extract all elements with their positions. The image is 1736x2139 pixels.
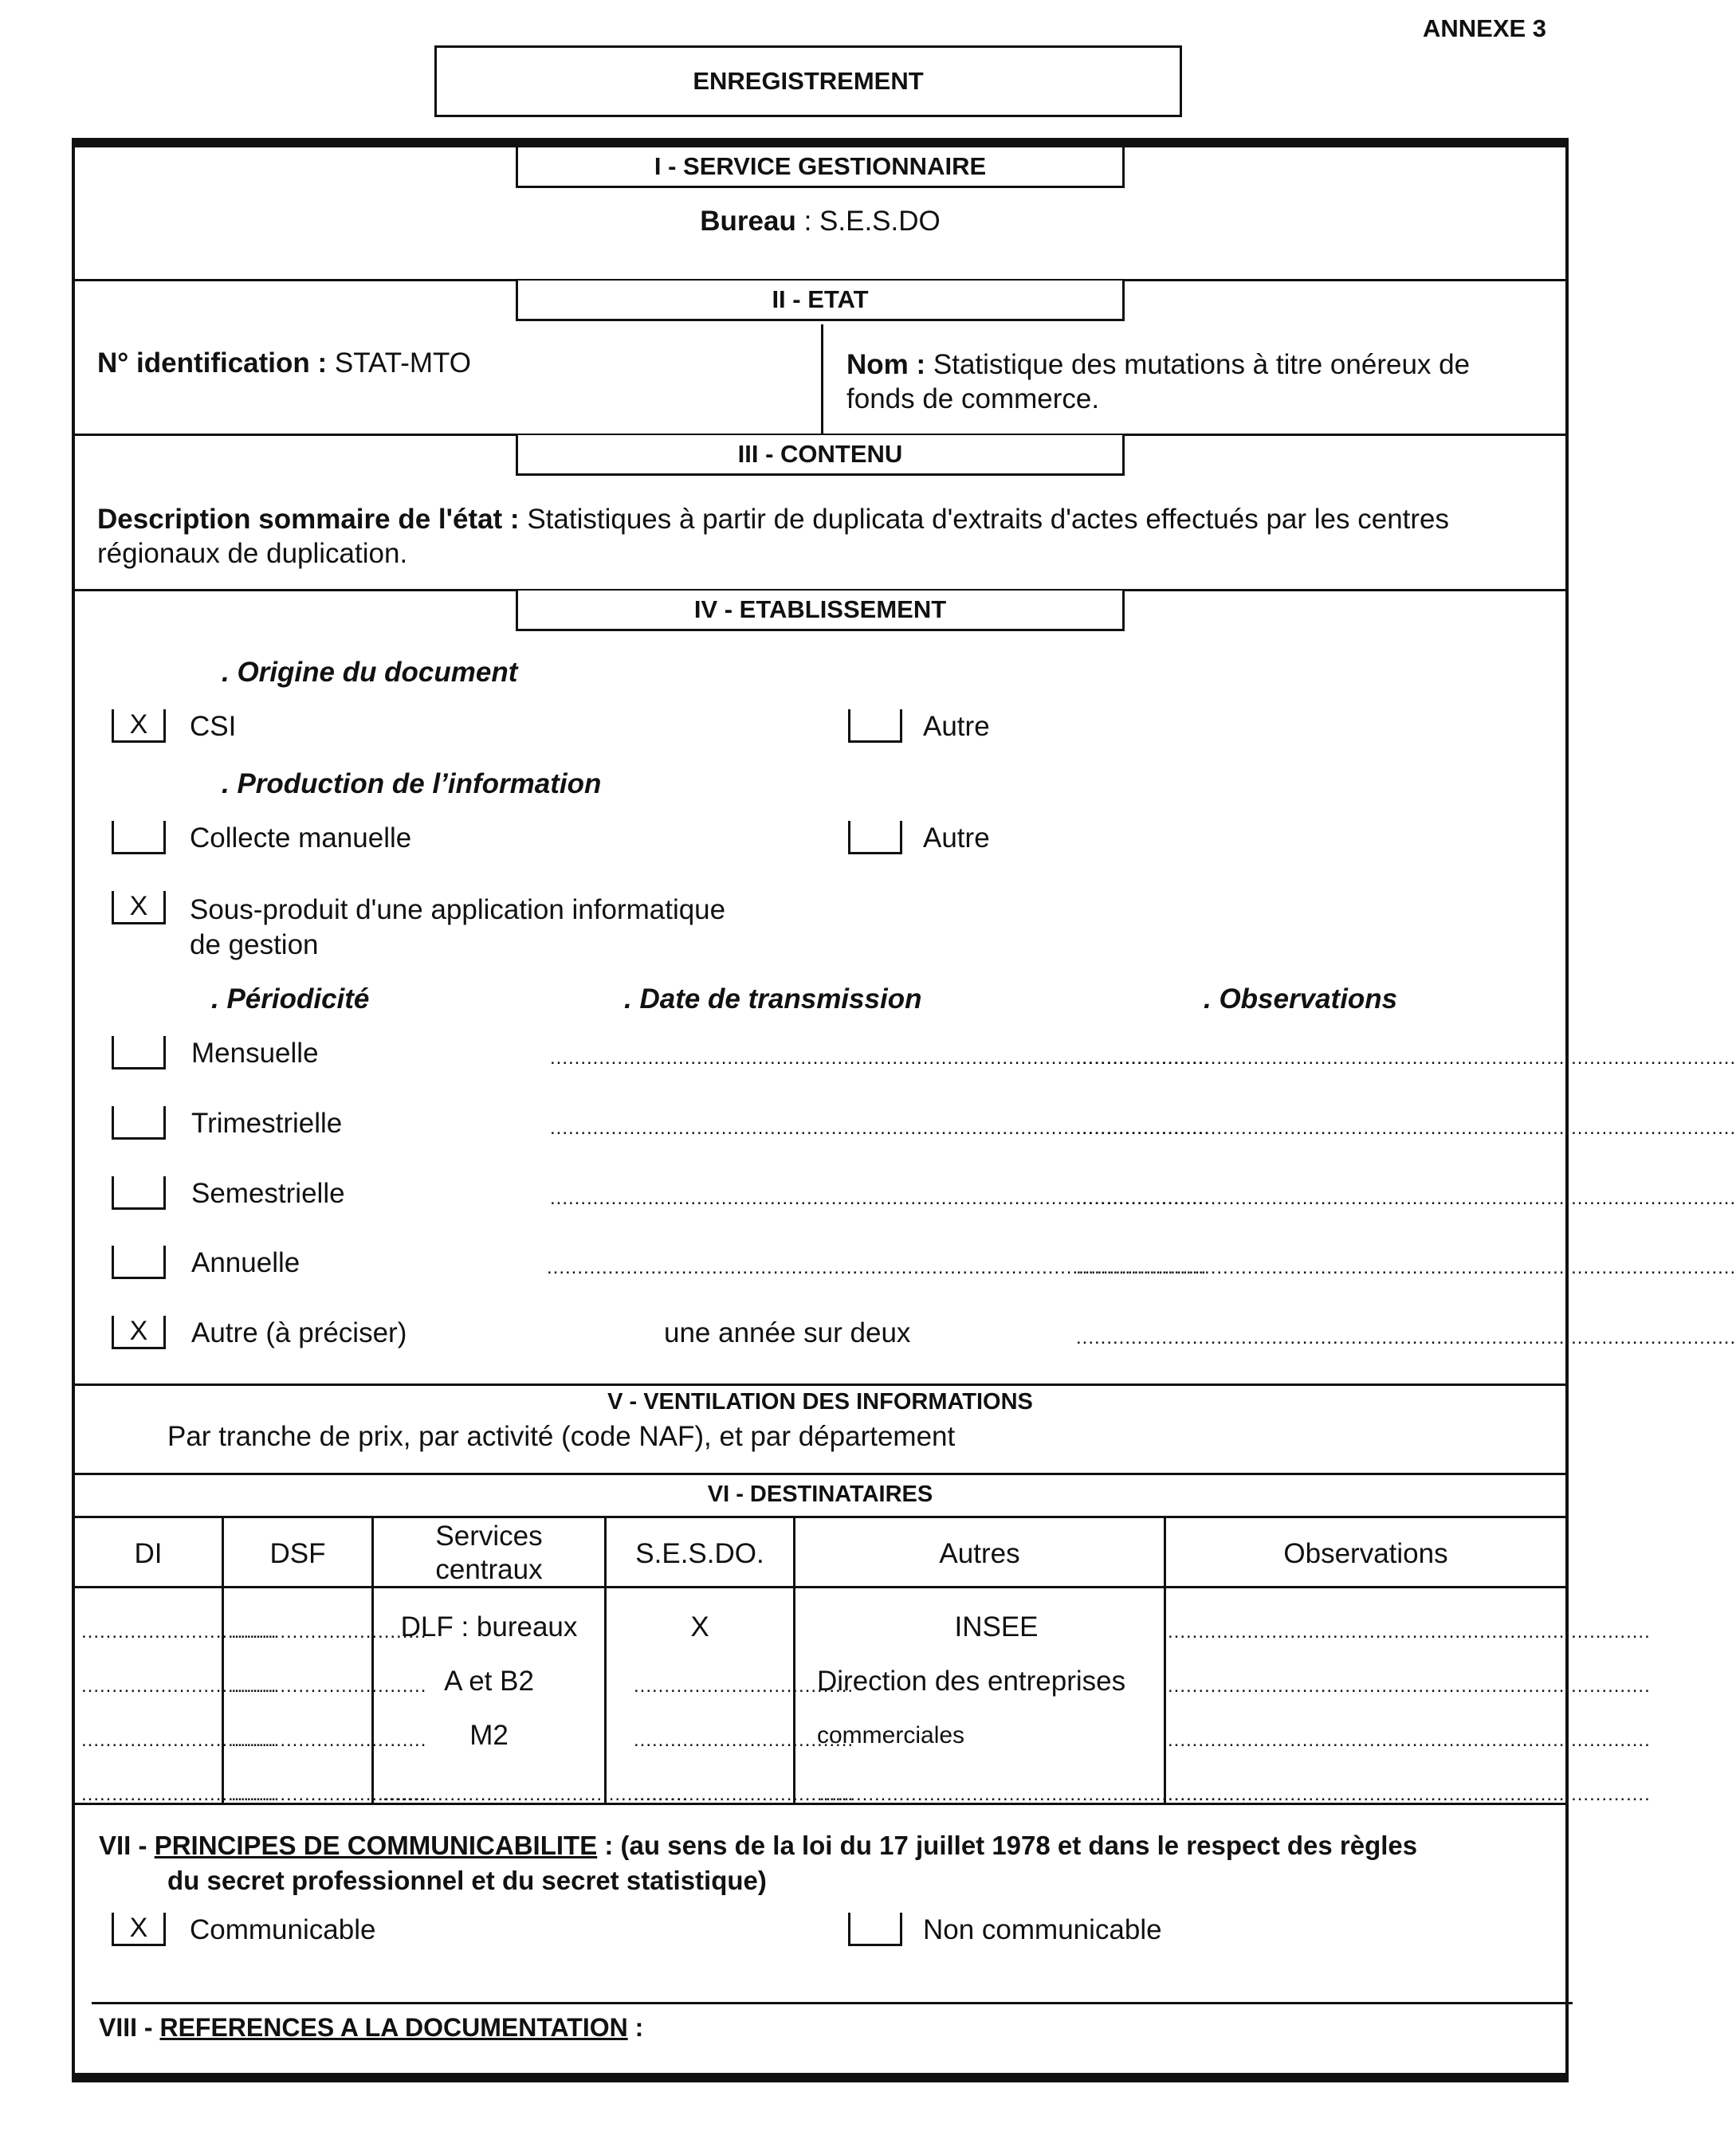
section-3-heading: III - CONTENU <box>516 435 1125 476</box>
col-header-services-1: Services <box>435 1521 543 1552</box>
bureau-line <box>72 206 1569 237</box>
sesdo-line[interactable]: .................................... <box>634 1784 854 1805</box>
bureau-sep: : <box>795 206 820 237</box>
divider <box>72 1383 1569 1386</box>
identification-line <box>97 347 471 379</box>
di-line[interactable]: ................................ <box>81 1729 277 1751</box>
dsf-line[interactable]: ................................ <box>231 1675 427 1697</box>
dsf-line[interactable]: ................................ <box>231 1621 427 1643</box>
divider <box>92 2002 1573 2004</box>
non-communicable-checkbox[interactable] <box>848 1913 902 1946</box>
semestrielle-obs-line[interactable]: ............................................................................................................ <box>1076 1187 1736 1209</box>
mensuelle-obs-line[interactable]: ............................................................................................................ <box>1076 1047 1736 1069</box>
section-8-prefix: VIII - <box>99 2013 160 2042</box>
annuelle-label: Annuelle <box>191 1247 300 1278</box>
sesdo-line[interactable]: .................................... <box>634 1729 854 1751</box>
observations-line[interactable]: ............................................................................... <box>1168 1621 1651 1643</box>
section-7-text-1: : (au sens de la loi du 17 juillet 1978 et dans le respect des règles <box>597 1831 1418 1860</box>
collecte-label: Collecte manuelle <box>190 822 412 854</box>
communicable-label: Communicable <box>190 1914 376 1945</box>
description-value-2: régionaux de duplication. <box>97 538 408 569</box>
autre-periodicite-obs-line[interactable]: ............................................................................................................ <box>1076 1327 1736 1348</box>
csi-checkbox[interactable]: X <box>112 709 166 743</box>
sous-produit-label <box>190 893 725 963</box>
trimestrielle-label: Trimestrielle <box>191 1108 343 1139</box>
communicable-checkbox[interactable]: X <box>112 1913 166 1946</box>
col-header-services-2: centraux <box>435 1554 543 1585</box>
collecte-checkbox[interactable] <box>112 821 166 854</box>
non-communicable-label: Non communicable <box>923 1914 1162 1945</box>
description-label: Description sommaire de l'état : <box>97 504 520 535</box>
observations-line[interactable]: ............................................................................... <box>1168 1729 1651 1751</box>
section-8-heading <box>99 2013 643 2043</box>
nom-value-2: fonds de commerce. <box>846 383 1100 414</box>
col-header-sesdo: S.E.S.DO. <box>635 1538 764 1569</box>
divider <box>72 1473 1569 1475</box>
nom-block <box>846 347 1470 416</box>
services-value-3: M2 <box>469 1720 509 1751</box>
identification-value: STAT-MTO <box>334 347 471 379</box>
dsf-line[interactable]: ................................ <box>231 1784 427 1805</box>
sous-produit-checkbox[interactable]: X <box>112 891 166 924</box>
nom-value-1: Statistique des mutations à titre onéreux de <box>933 349 1471 380</box>
semestrielle-label: Semestrielle <box>191 1178 345 1209</box>
section-7-prefix: VII - <box>99 1831 155 1860</box>
autre-origine-label: Autre <box>923 711 990 742</box>
sesdo-line[interactable]: .................................... <box>634 1675 854 1697</box>
dsf-line[interactable]: ................................ <box>231 1729 427 1751</box>
services-value-1: DLF : bureaux <box>400 1611 578 1643</box>
mensuelle-checkbox[interactable] <box>112 1036 166 1070</box>
section-4-heading: IV - ETABLISSEMENT <box>516 591 1125 631</box>
section-7-text-2: du secret professionnel et du secret statistique) <box>167 1866 767 1895</box>
autres-value-2: Direction des entreprises <box>817 1666 1126 1697</box>
section-6-heading: VI - DESTINATAIRES <box>707 1482 933 1507</box>
trimestrielle-date-line[interactable]: ............................................................................................................ <box>550 1117 1211 1139</box>
autres-line[interactable]: .................................................................... <box>819 1784 1235 1805</box>
section-8-title: REFERENCES A LA DOCUMENTATION <box>159 2013 628 2042</box>
section-7-heading <box>99 1828 1565 1898</box>
identification-label: N° identification : <box>97 347 328 379</box>
nom-label: Nom : <box>846 349 926 380</box>
col-header-services <box>374 1520 604 1587</box>
observations-line[interactable]: ............................................................................... <box>1168 1675 1651 1697</box>
sous-produit-label-1: Sous-produit d'une application informatique <box>190 894 726 925</box>
date-transmission-title: . Date de transmission <box>624 983 922 1015</box>
trimestrielle-checkbox[interactable] <box>112 1106 166 1140</box>
autre-periodicite-checkbox[interactable]: X <box>112 1316 166 1349</box>
description-value-1: Statistiques à partir de duplicata d'extraits d'actes effectués par les centres <box>527 504 1450 535</box>
mensuelle-label: Mensuelle <box>191 1038 319 1069</box>
divider <box>821 324 823 434</box>
divider <box>72 1516 1569 1518</box>
bureau-label: Bureau <box>700 206 796 237</box>
section-8-suffix: : <box>627 2013 644 2042</box>
mensuelle-date-line[interactable]: ............................................................................................................ <box>550 1047 1211 1069</box>
sesdo-value-1: X <box>690 1611 709 1643</box>
di-line[interactable]: ................................ <box>81 1675 277 1697</box>
semestrielle-checkbox[interactable] <box>112 1176 166 1210</box>
di-line[interactable]: ................................ <box>81 1621 277 1643</box>
ventilation-text: Par tranche de prix, par activité (code NAF), et par département <box>167 1421 956 1452</box>
di-line[interactable]: ................................ <box>81 1784 277 1805</box>
annuelle-checkbox[interactable] <box>112 1246 166 1279</box>
sous-produit-label-2: de gestion <box>190 929 319 960</box>
semestrielle-date-line[interactable]: ............................................................................................................ <box>550 1187 1211 1209</box>
autre-production-checkbox[interactable] <box>848 821 902 854</box>
divider <box>72 1803 1569 1805</box>
col-header-di: DI <box>134 1538 163 1569</box>
autre-periodicite-label: Autre (à préciser) <box>191 1317 407 1348</box>
periodicite-title: . Périodicité <box>211 983 370 1015</box>
bureau-value: S.E.S.DO <box>819 206 941 237</box>
section-2-heading: II - ETAT <box>516 281 1125 321</box>
annexe-label: ANNEXE 3 <box>1423 14 1547 42</box>
production-title: . Production de l’information <box>222 768 602 799</box>
services-value-2: A et B2 <box>444 1666 534 1697</box>
origine-title: . Origine du document <box>222 657 518 688</box>
section-5-heading: V - VENTILATION DES INFORMATIONS <box>607 1389 1033 1415</box>
description-block <box>97 502 1556 571</box>
annuelle-obs-line[interactable]: ............................................................................................................ <box>1076 1257 1736 1278</box>
services-line[interactable]: .................................................. <box>383 1784 689 1805</box>
col-header-observations: Observations <box>1283 1538 1448 1569</box>
page-title: ENREGISTREMENT <box>434 45 1182 117</box>
observations-line[interactable]: ............................................................................... <box>1168 1784 1651 1805</box>
trimestrielle-obs-line[interactable]: ............................................................................................................ <box>1076 1117 1736 1139</box>
annuelle-date-line[interactable]: ............................................................................................................ <box>547 1257 1208 1278</box>
autre-periodicite-date: une année sur deux <box>664 1317 911 1348</box>
table-header-divider <box>72 1586 1569 1588</box>
autre-production-label: Autre <box>923 822 990 854</box>
col-header-autres: Autres <box>939 1538 1020 1569</box>
observations-title: . Observations <box>1204 983 1398 1015</box>
autre-origine-checkbox[interactable] <box>848 709 902 743</box>
csi-label: CSI <box>190 711 237 742</box>
section-7-title: PRINCIPES DE COMMUNICABILITE <box>154 1831 598 1860</box>
autres-value-3: commerciales <box>817 1722 965 1748</box>
section-1-heading: I - SERVICE GESTIONNAIRE <box>516 147 1125 188</box>
col-header-dsf: DSF <box>269 1538 326 1569</box>
autres-value-1: INSEE <box>954 1611 1039 1643</box>
